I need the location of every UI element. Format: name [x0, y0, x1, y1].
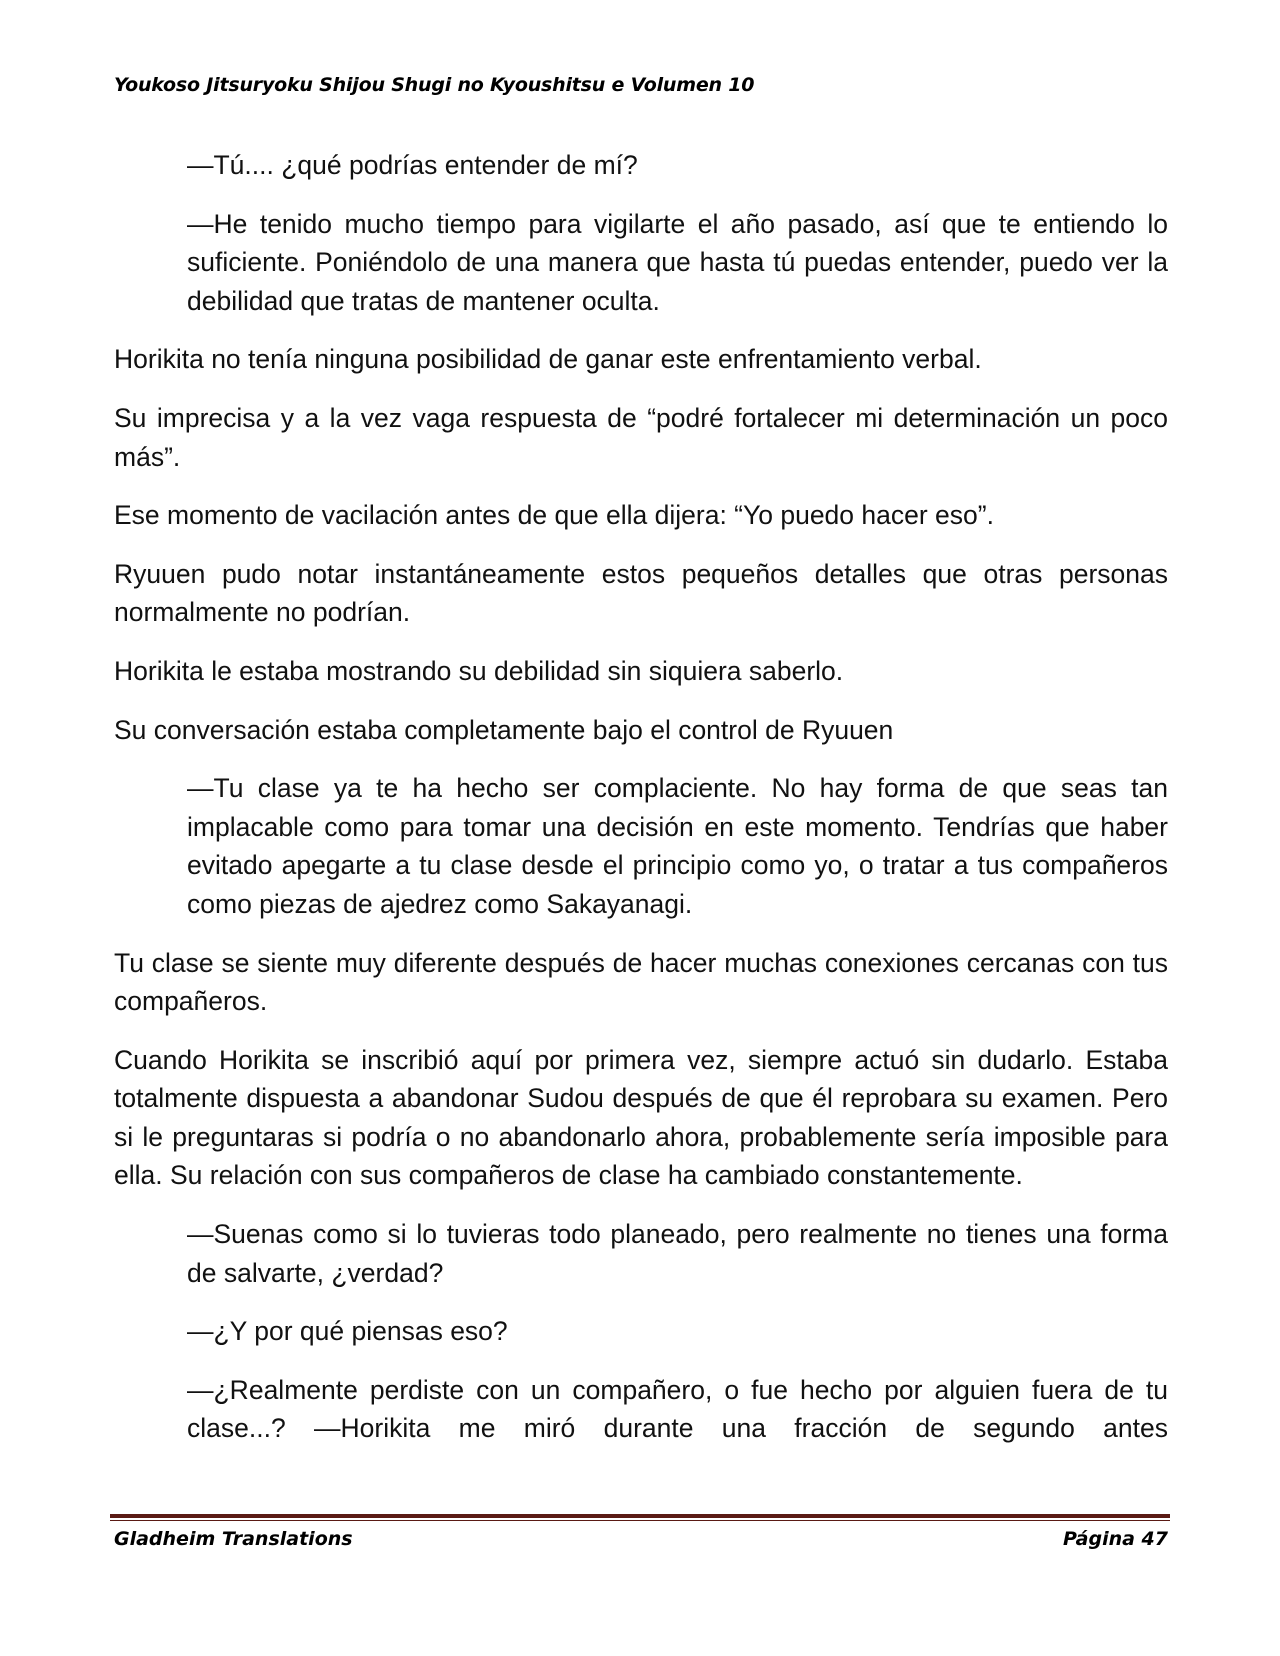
running-header: Youkoso Jitsuryoku Shijou Shugi no Kyoushitsu e Volumen 10: [114, 74, 755, 96]
paragraph-dialogue: —Suenas como si lo tuvieras todo planeado, pero realmente no tienes una forma de salvarte, ¿verdad?: [187, 1219, 1168, 1288]
paragraph: Cuando Horikita se inscribió aquí por primera vez, siempre actuó sin dudarlo. Estaba totalmente dispuesta a abandonar Sudou después de que él reprobara su examen. Pero si le preguntaras si podría o no abandonarlo ahora, probablemente sería imposible para ella. Su relación con sus compañeros de clase ha cambiado constantemente.: [114, 1044, 1168, 1191]
paragraph: Horikita no tenía ninguna posibilidad de ganar este enfrentamiento verbal.: [114, 344, 982, 375]
footer-publisher: Gladheim Translations: [114, 1528, 353, 1550]
paragraph-dialogue: —Tú.... ¿qué podrías entender de mí?: [187, 150, 638, 180]
paragraph-dialogue: —¿Y por qué piensas eso?: [187, 1316, 508, 1347]
footer-divider: [110, 1514, 1170, 1521]
paragraph-dialogue: —Tu clase ya te ha hecho ser complaciente. No hay forma de que seas tan implacable como para tomar una decisión en este momento. Tendrías que haber evitado apegarte a tu clase desde el principio como yo, o tratar a tus compañeros como piezas de ajedrez como Sakayanagi.: [187, 773, 1168, 919]
paragraph: Su imprecisa y a la vez vaga respuesta de “podré fortalecer mi determinación un poco más”.: [114, 402, 1168, 472]
paragraph: Tu clase se siente muy diferente después de hacer muchas conexiones cercanas con tus compañeros.: [114, 947, 1168, 1017]
paragraph-dialogue: —He tenido mucho tiempo para vigilarte el año pasado, así que te entiendo lo suficiente. Poniéndolo de una manera que hasta tú puedas entender, puedo ver la debilidad que tratas de mantener oculta.: [187, 208, 1168, 316]
paragraph: Horikita le estaba mostrando su debilidad sin siquiera saberlo.: [114, 655, 844, 686]
paragraph-dialogue: —¿Realmente perdiste con un compañero, o fue hecho por alguien fuera de tu clase...? —Horikita me miró durante una fracción de segundo antes: [187, 1374, 1168, 1444]
paragraph: Su conversación estaba completamente bajo el control de Ryuuen: [114, 714, 894, 745]
body-text: [114, 146, 1168, 1468]
paragraph: Ese momento de vacilación antes de que ella dijera: “Yo puedo hacer eso”.: [114, 500, 994, 531]
page-number: Página 47: [1062, 1528, 1168, 1550]
paragraph: Ryuuen pudo notar instantáneamente estos pequeños detalles que otras personas normalmente no podrían.: [114, 558, 1168, 628]
